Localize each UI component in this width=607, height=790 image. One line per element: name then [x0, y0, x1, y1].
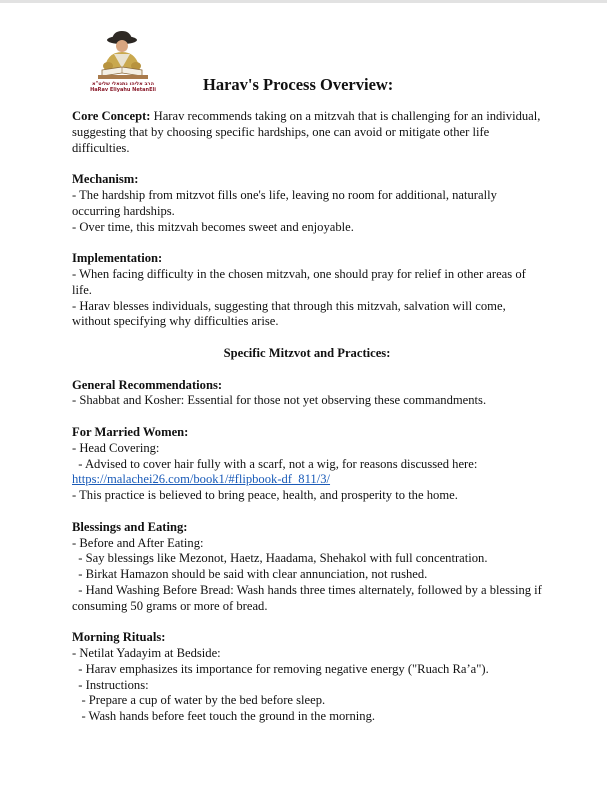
document-body	[72, 109, 546, 725]
married-women-line: - Advised to cover hair fully with a scarf, not a wig, for reasons discussed here:	[72, 456, 478, 471]
blessings-line: - Say blessings like Mezonot, Haetz, Haadama, Shehakol with full concentration.	[72, 551, 488, 566]
core-concept-label: Core Concept:	[72, 109, 151, 123]
married-women-line: - This practice is believed to bring peace, health, and prosperity to the home.	[72, 488, 458, 503]
logo-english-text: HaRav Eliyahu NetanEli	[90, 87, 156, 93]
morning-line: - Prepare a cup of water by the bed before sleep.	[72, 693, 326, 708]
general-recommendations-heading: General Recommendations:	[72, 377, 223, 392]
core-concept-text: Harav recommends taking on a mitzvah that is challenging for an individual, suggesting that by choosing specific hardships, one can avoid or mitigate other life difficulties.	[72, 109, 541, 155]
logo	[88, 28, 158, 94]
page-title: Harav's Process Overview:	[203, 75, 394, 94]
implementation-line: - When facing difficulty in the chosen mitzvah, one should pray for relief in other areas of life.	[72, 266, 526, 297]
morning-line: - Wash hands before feet touch the ground in the morning.	[72, 709, 376, 724]
mechanism-line: - The hardship from mitzvot fills one's life, leaving no room for additional, naturally occurring hardships.	[72, 187, 497, 218]
specific-mitzvot-heading: Specific Mitzvot and Practices:	[223, 345, 391, 360]
core-concept-paragraph	[72, 109, 542, 156]
mechanism-heading: Mechanism:	[72, 172, 139, 187]
blessings-line: - Hand Washing Before Bread: Wash hands three times alternately, followed by a blessing if consuming 50 grams or more of bread.	[72, 582, 546, 613]
morning-line: - Harav emphasizes its importance for removing negative energy ("Ruach Ra’a").	[72, 661, 489, 676]
morning-rituals-heading: Morning Rituals:	[72, 630, 166, 645]
implementation-heading: Implementation:	[72, 251, 163, 266]
top-strip	[0, 0, 607, 3]
general-line: - Shabbat and Kosher: Essential for those not yet observing these commandments.	[72, 393, 487, 408]
mechanism-line: - Over time, this mitzvah becomes sweet and enjoyable.	[72, 219, 354, 234]
morning-line: - Netilat Yadayim at Bedside:	[72, 646, 221, 661]
rabbi-reading-logo-image	[88, 28, 158, 82]
married-women-heading: For Married Women:	[72, 424, 189, 439]
blessings-line: - Before and After Eating:	[72, 535, 204, 550]
married-women-line: - Head Covering:	[72, 440, 160, 455]
implementation-line: - Harav blesses individuals, suggesting that through this mitzvah, salvation will come, without specifying why difficulties arise.	[72, 298, 506, 329]
blessings-line: - Birkat Hamazon should be said with clear annunciation, not rushed.	[72, 567, 428, 582]
logo-hebrew-text: הרב אליהו נתנאלי שליט"א	[91, 81, 155, 87]
blessings-heading: Blessings and Eating:	[72, 519, 188, 534]
flipbook-link[interactable]: https://malachei26.com/book1/#flipbook-df_811/3/	[72, 472, 331, 487]
morning-line: - Instructions:	[72, 677, 149, 692]
